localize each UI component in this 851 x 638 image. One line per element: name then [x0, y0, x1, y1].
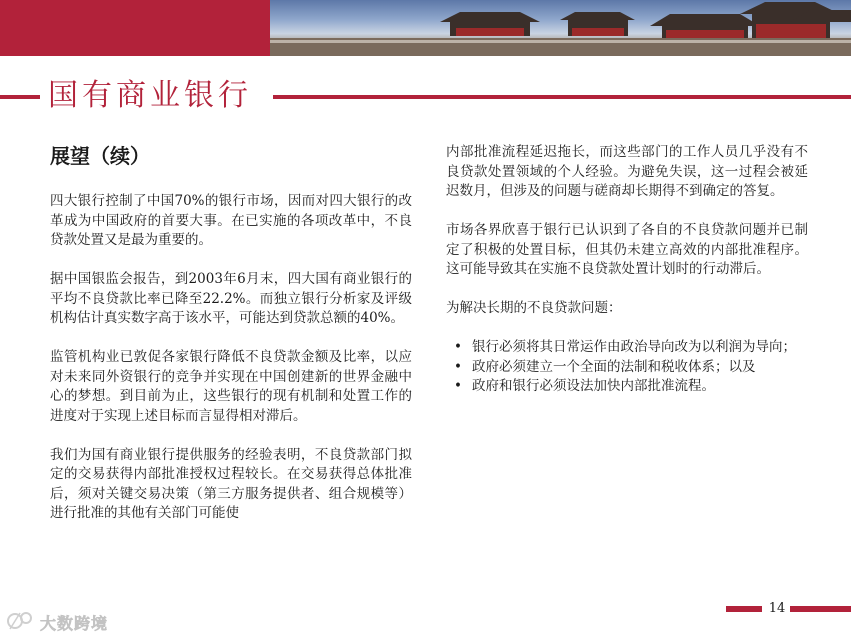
title-row: [0, 72, 851, 122]
bullet-list: [446, 338, 808, 397]
page-title: 国有商业银行: [48, 78, 252, 113]
list-item: [446, 358, 808, 378]
watermark: [6, 610, 108, 634]
paragraph: 市场各界欣喜于银行已认识到了各自的不良贷款问题并已制定了积极的处置目标，但其仍未建立高效的内部批准程序。这可能导致其在实施不良贷款处置计划时的行动滞后。: [446, 222, 808, 277]
paragraph: 我们为国有商业银行提供服务的经验表明，不良贷款部门拟定的交易获得内部批准授权过程较长。在交易获得总体批准后，须对关键交易决策（第三方服务提供者、组合规模等）进行批准的其他有关部门可能使: [50, 446, 412, 521]
bullet-icon: •: [454, 339, 462, 355]
list-item: [446, 338, 808, 358]
page-number: 14: [768, 601, 786, 616]
paragraph: 内部批准流程延迟拖长，而这些部门的工作人员几乎没有不良贷款处置领域的个人经验。为避免失误，这一过程会被延迟数月，但涉及的问题与磋商却长期得不到确定的答复。: [446, 144, 808, 199]
paragraph: 监管机构业已敦促各家银行降低不良贷款金额及比率，以应对未来同外资银行的竞争并实现在中国创建新的世界金融中心的梦想。到目前为止，这些银行的现有机制和处置工作的进度对于实现上述目标而言显得相对滞后。: [50, 349, 412, 424]
title-rule-right: [273, 95, 851, 99]
footer-accent-bar-right: [790, 606, 851, 612]
bullet-icon: •: [454, 358, 462, 375]
header-accent-bar: [0, 0, 270, 56]
paragraph: 据中国银监会报告，到2003年6月末，四大国有商业银行的平均不良贷款比率已降至22.2%。而独立银行分析家及评级机构估计真实数字高于该水平，可能达到贷款总额的40%。: [50, 271, 412, 326]
list-item-text: 银行必须将其日常运作由政治导向改为以利润为导向；: [472, 339, 796, 355]
paragraph: 为解决长期的不良贷款问题：: [446, 300, 622, 316]
list-item: [446, 377, 808, 397]
paragraph: 四大银行控制了中国70%的银行市场，因而对四大银行的改革成为中国政府的首要大事。在已实施的各项改革中，不良贷款处置又是最为重要的。: [50, 193, 412, 248]
list-item-text: 政府必须建立一个全面的法制和税收体系；以及: [472, 358, 756, 375]
list-item-text: 政府和银行必须设法加快内部批准流程。: [472, 378, 715, 394]
watermark-text: 大数跨境: [40, 613, 109, 633]
title-rule-left: [0, 95, 40, 99]
logo-mark-icon: [6, 609, 36, 635]
left-column: [50, 192, 412, 543]
footer-accent-bar-left: [726, 606, 762, 612]
section-heading: 展望（续）: [50, 144, 150, 168]
bullet-icon: •: [454, 378, 462, 394]
right-column: [446, 143, 808, 397]
header-banner-image: [270, 0, 851, 56]
